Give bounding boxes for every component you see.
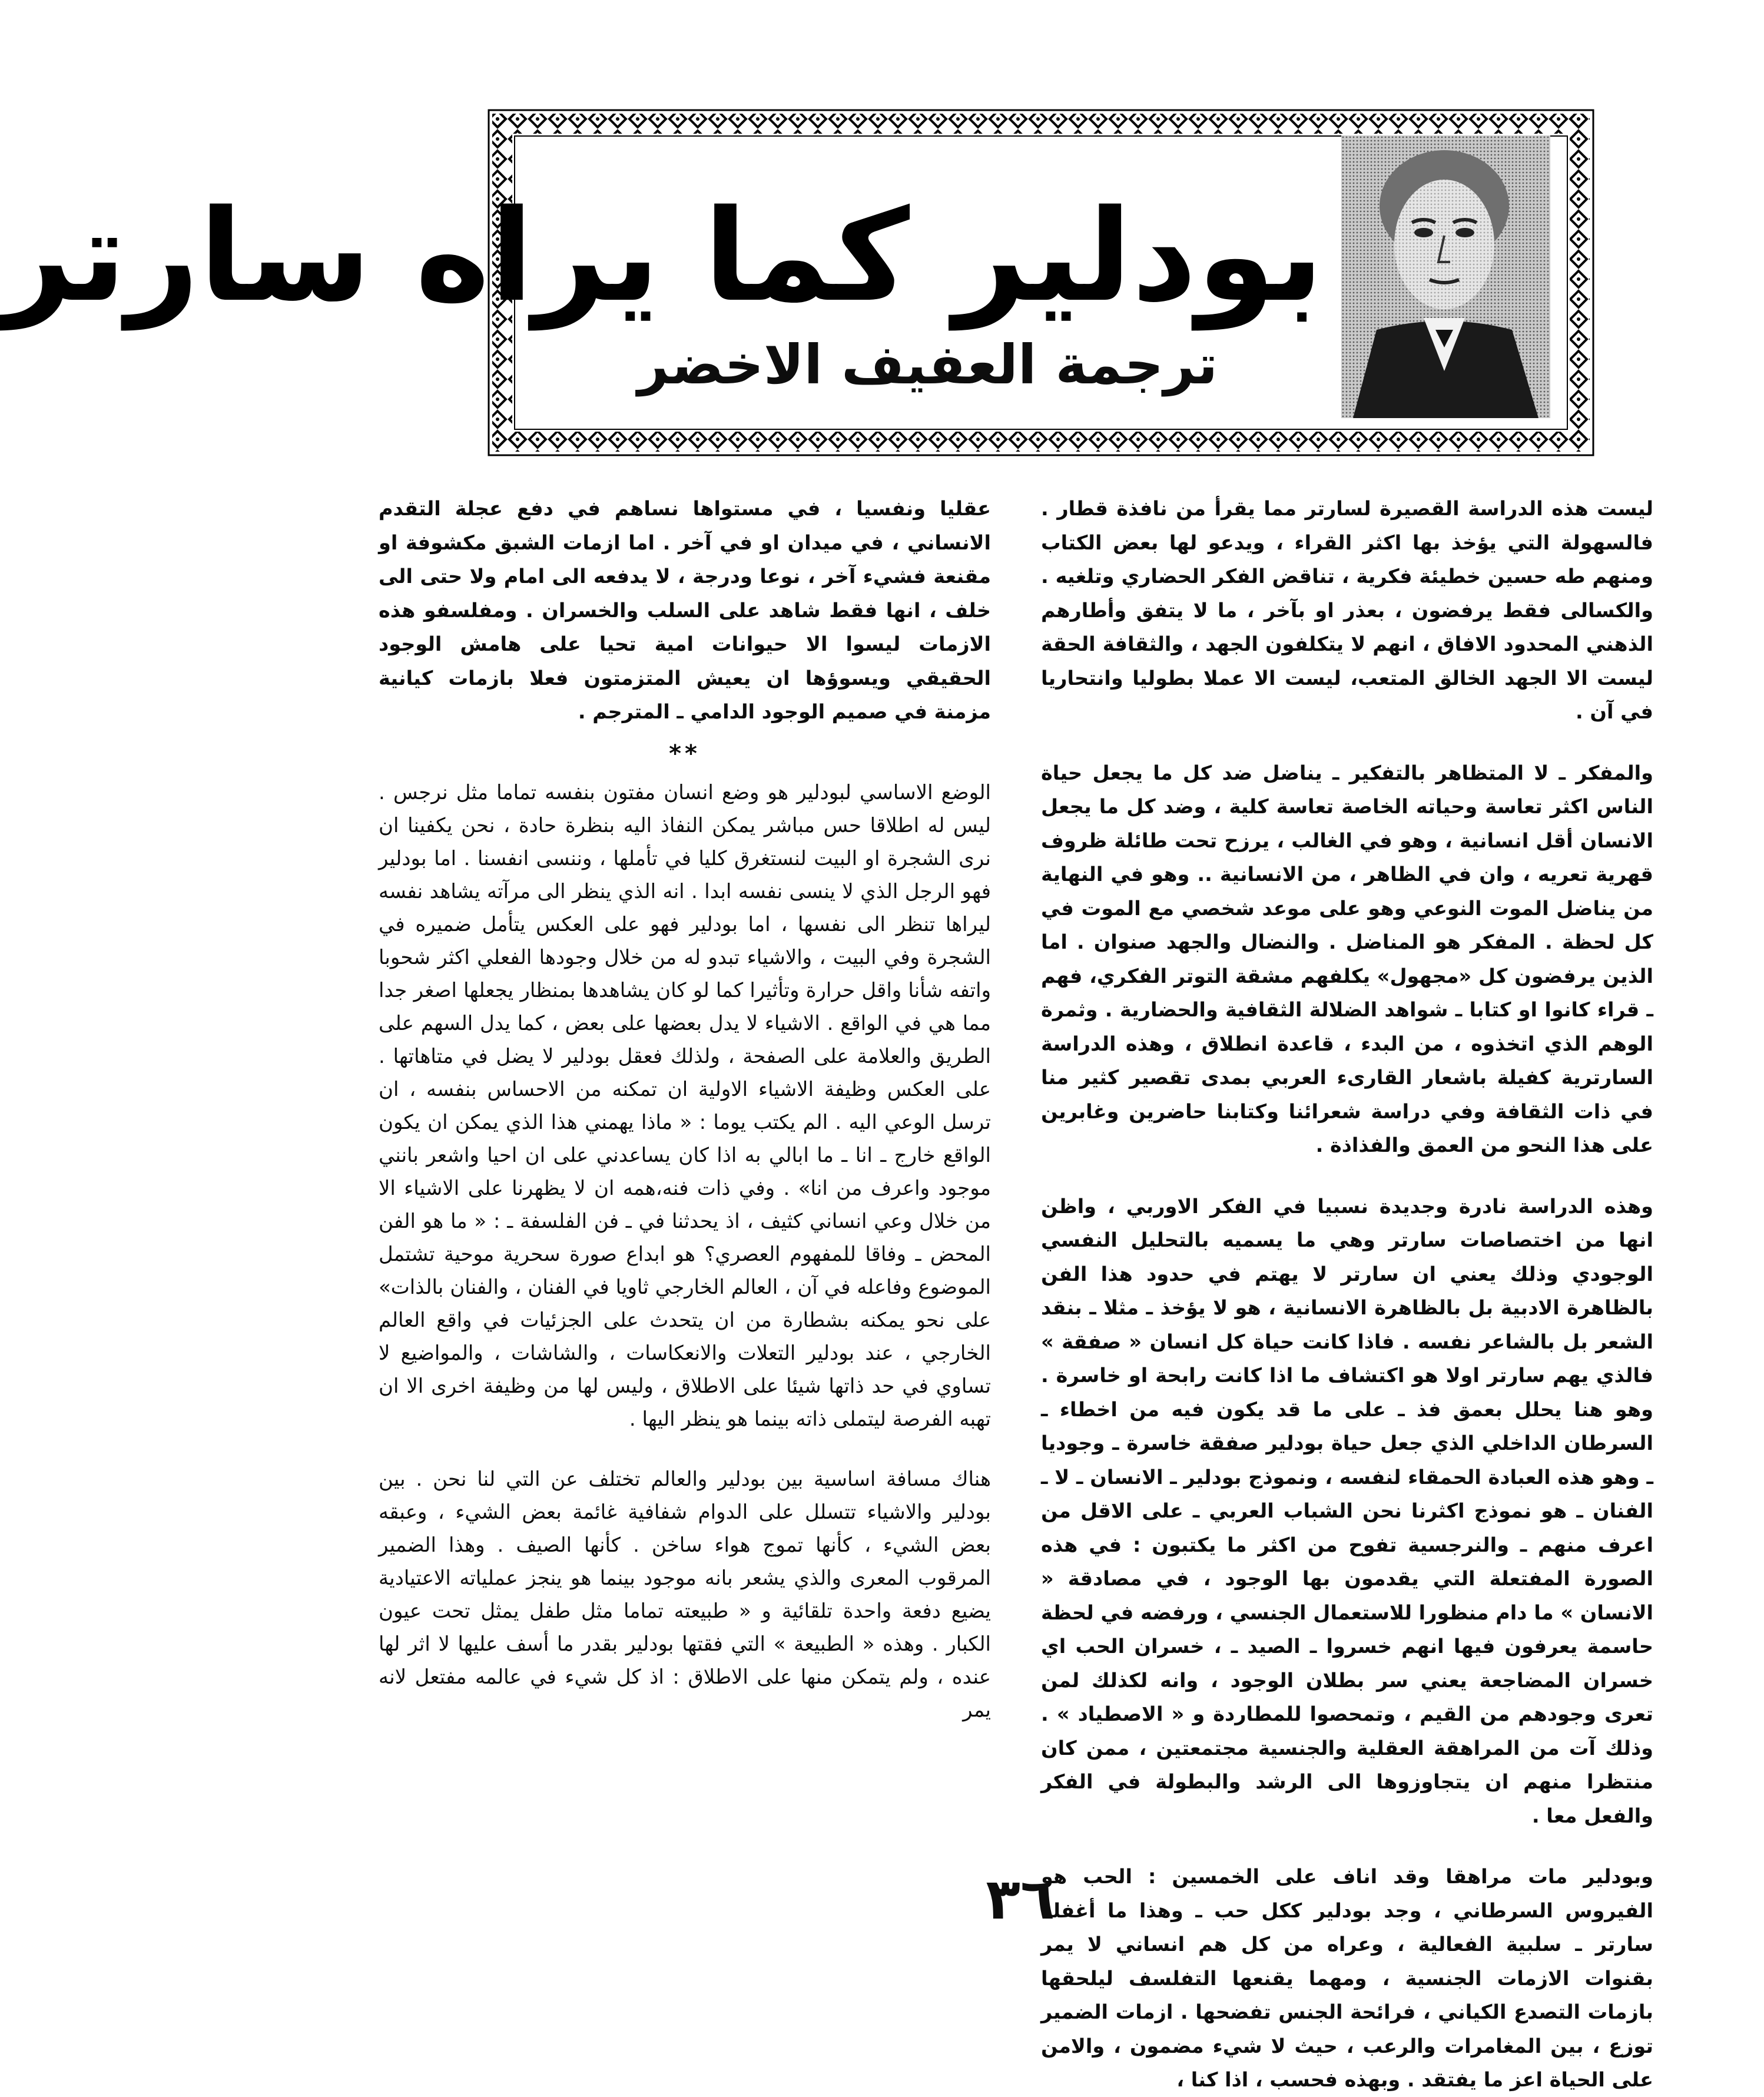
article-title: بودلير كما يراه سارتر [0, 182, 1324, 330]
paragraph: وهذه الدراسة نادرة وجديدة نسبيا في الفكر الاوربي ، واظن انها من اختصاصات سارتر وهي ما يسميه بالتحليل النفسي الوجودي وذلك يعني ان سارتر لا يهتم في حدود هذا الفن بالظاهرة الادبية بل بالظاهرة الانسانية ، هو لا يؤخذ ـ مثلا ـ بنقد الشعر بل بالشاعر نفسه . فاذا كانت حياة كل انسان « صفقة » فالذي يهم سارتر اولا هو اكتشاف ما اذا كانت رابحة او خاسرة . وهو هنا يحلل بعمق فذ ـ على ما قد يكون فيه من اخطاء ـ السرطان الداخلي الذي جعل حياة بودلير صفقة خاسرة ـ وجوديا ـ وهو هذه العبادة الحمقاء لنفسه ، ونموذج بودلير ـ الانسان ـ لا ـ الفنان ـ هو نموذج اكثرنا نحن الشباب العربي ـ على الاقل من اعرف منهم ـ والنرجسية تفوح من اكثر ما يكتبون : في هذه الصورة المفتعلة التي يقدمون بها الوجود ، في مصادقة « الانسان » ما دام منظورا للاستعمال الجنسي ، ورفضه في لحظة حاسمة يعرفون فيها انهم خسروا ـ الصيد ـ ، خسران الحب اي خسران المضاجعة يعني سر بطلان الوجود ، وانه لكذلك لمن تعرى وجودهم من القيم ، وتمحصوا للمطاردة و « الاصطياد » . وذلك آت من المراهقة العقلية والجنسية مجتمعتين ، ممن كان منتظرا منهم ان يتجاوزوها الى الرشد والبطولة في الفكر والفعل معا . [1041, 1194, 1653, 1827]
paragraph: الوضع الاساسي لبودلير هو وضع انسان مفتون بنفسه تماما مثل نرجس . ليس له اطلاقا حس مباشر يمكن النفاذ اليه بنظرة حادة ، نحن يكفينا ان نرى الشجرة او البيت لنستغرق كليا في تأملها ، وننسى انفسنا . اما بودلير فهو الرجل الذي لا ينسى نفسه ابدا . انه الذي ينظر الى مرآته يشاهد نفسه ليراها تنظر الى نفسها ، اما بودلير فهو على العكس يتأمل ضميره في الشجرة وفي البيت ، والاشياء تبدو له من خلال وجودها الفعلي اكثر شحوبا واتفه شأنا واقل حرارة وتأثيرا كما لو كان يشاهدها بمنظار يجعلها اصغر جدا مما هي في الواقع . الاشياء لا يدل بعضها على بعض ، كما يدل السهم على الطريق والعلامة على الصفحة ، ولذلك فعقل بودلير لا يضل في متاهاتها . على العكس وظيفة الاشياء الاولية ان تمكنه من الاحساس بنفسه ، ان ترسل الوعي اليه . الم يكتب يوما : « ماذا يهمني هذا الذي يمكن ان يكون الواقع خارج ـ انا ـ ما ابالي به اذا كان يساعدني على ان احيا واشعر بانني موجود واعرف من انا» . وفي ذات فنه،همه ان لا يظهرنا على الاشياء الا من خلال وعي انساني كثيف ، اذ يحدثنا في ـ فن الفلسفة ـ : « ما هو الفن المحض ـ وفاقا للمفهوم العصري؟ هو ابداع صورة سحرية موحية تشتمل الموضوع وفاعله في آن ، العالم الخارجي ثاويا في الفنان ، والفنان بالذات» على نحو يمكنه بشطارة من ان يتحدث على الجزئيات في واقع العالم الخارجي ، عند بودلير التعلات والانعكاسات ، والشاشات ، والمواضيع لا تساوي في حد ذاتها شيئا على الاطلاق ، وليس لها من وظيفة اخرى الا ان تهبه الفرصة ليتملى ذاته بينما هو ينظر اليها . [379, 780, 991, 1431]
paragraph: والمفكر ـ لا المتظاهر بالتفكير ـ يناضل ضد كل ما يجعل حياة الناس اكثر تعاسة وحياته الخاصة تعاسة كلية ، وضد كل ما يجعل الانسان أقل انسانية ، وهو في الغالب ، يرزح تحت طائلة ظروف قهرية تعريه ، وان في الظاهر ، من الانسانية .. وهو في النهاية من يناضل الموت النوعي وهو على موعد شخصي مع الموت في كل لحظة . المفكر هو المناضل . والنضال والجهد صنوان . اما الذين يرفضون كل «مجهول» يكلفهم مشقة التوتر الفكري، فهم ـ قراء كانوا او كتابا ـ شواهد الضلالة الثقافية والحضارية . وثمرة الوهم الذي اتخذوه ، من البدء ، قاعدة انطلاق ، وهذه الدراسة السارترية كفيلة باشعار القارىء العربي بمدى تقصير كثير منا في ذات الثقافة وفي دراسة شعرائنا وكتابنا حاضرين وغابرين على هذا النحو من العمق والفذاذة . [1041, 761, 1653, 1157]
section-divider: ** [669, 740, 701, 767]
header-box [0, 109, 1594, 456]
left-column [379, 492, 991, 1840]
translator-note: عقليا ونفسيا ، في مستواها نساهم في دفع عجلة التقدم الانساني ، في ميدان او في آخر . اما ازمات الشبق مكشوفة او مقنعة فشيء آخر ، نوعا ودرجة ، لا يدفعه الى امام ولا حتى الى خلف ، انها فقط شاهد على السلب والخسران . ومفلسفو هذه الازمات ليسوا الا حيوانات امية تحيا على هامش الوجود الحقيقي ويسوؤها ان يعيش المتزمتون فعلا بازمات كيانية مزمنة في صميم الوجود الدامي ـ المترجم . [379, 497, 991, 723]
paragraph: وبودلير مات مراهقا وقد اناف على الخمسين : الحب هو الفيروس السرطاني ، وجد بودلير ككل حب ـ وهذا ما أغفله سارتر ـ سلبية الفعالية ، وعراه من كل هم انساني لا يمر بقنوات الازمات الجنسية ، ومهما يقنعها التفلسف ليلحقها بازمات التصدع الكياني ، فرائحة الجنس تفضحها . ازمات الضمير توزع ، بين المغامرات والرعب ، حيث لا شيء مضمون ، والامن على الحياة اعز ما يفتقد . وبهذه فحسب ، اذا كنا ، [1041, 1865, 1653, 2091]
paragraph: هناك مسافة اساسية بين بودلير والعالم تختلف عن التي لنا نحن . بين بودلير والاشياء تتسلل على الدوام شفافية غائمة بعض الشيء ، وعبقه بعض الشيء ، كأنها تموج هواء ساخن . كأنها الصيف . وهذا الضمير المرقوب المعرى والذي يشعر بانه موجود بينما هو ينجز عملياته الاعتيادية يضيع دفعة واحدة تلقائية و « طبيعته تماما مثل طفل يمثل تحت عيون الكبار . وهذه « الطبيعة » التي فقتها بودلير بقدر ما أسف عليها لا اثر لها عنده ، ولم يتمكن منها على الاطلاق : اذ كل شيء في عالمه مفتعل لانه يمر [379, 1467, 991, 1722]
paragraph: ليست هذه الدراسة القصيرة لسارتر مما يقرأ من نافذة قطار . فالسهولة التي يؤخذ بها اكثر القراء ، ويدعو لها بعض الكتاب ومنهم طه حسين خطيئة فكرية ، تناقض الفكر الحضاري وتلغيه . والكسالى فقط يرفضون ، بعذر او بآخر ، ما لا يتفق وأطارهم الذهني المحدود الافاق ، انهم لا يتكلفون الجهد ، والثقافة الحقة ليست الا الجهد الخالق المتعب، ليست الا عملا بطوليا وانتحاريا في آن . [1041, 497, 1653, 723]
translator-byline: ترجمة العفيف الاخضر [637, 333, 1218, 396]
portrait-photo [1341, 135, 1550, 418]
right-column [1041, 492, 1653, 2091]
page-number: ٣٦ [986, 1866, 1055, 1932]
